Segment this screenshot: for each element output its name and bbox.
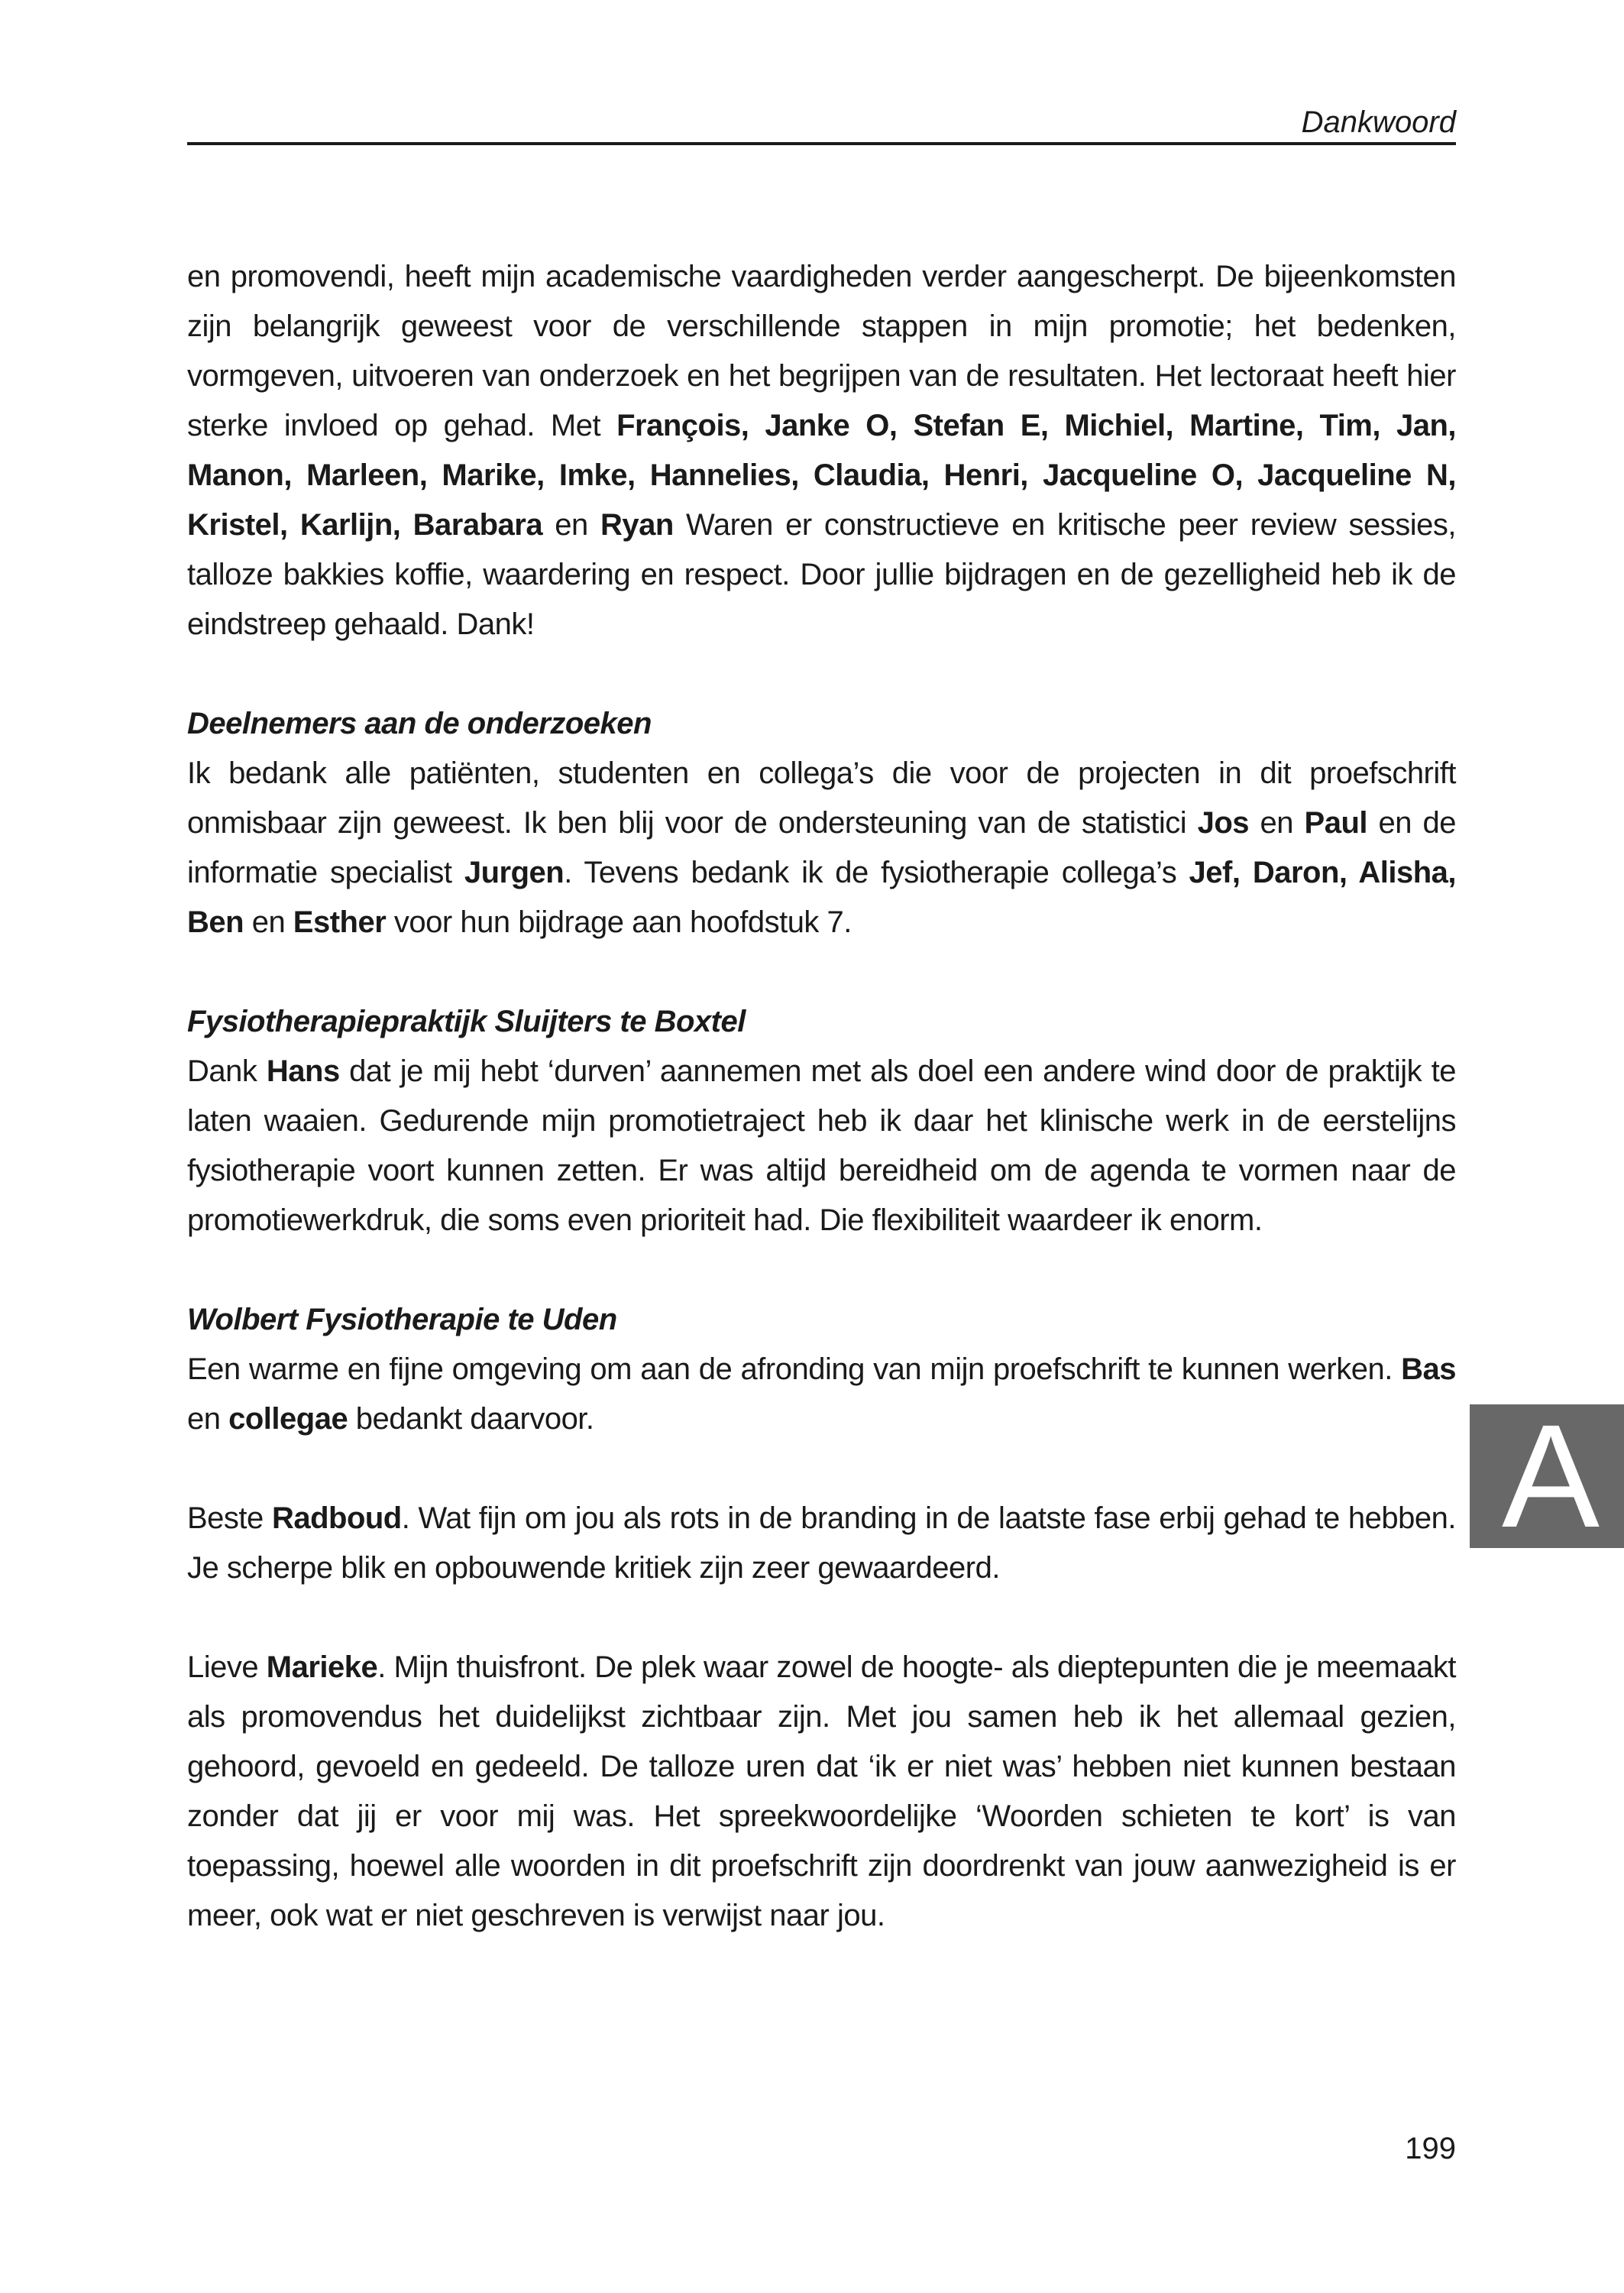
bold-name-run: Jos [1197,806,1250,840]
paragraph [187,1345,1456,1444]
appendix-tab-letter: A [1501,1394,1600,1558]
text-run: . Tevens bedank ik de fysiotherapie collega’s [564,856,1189,889]
section-heading: Fysiotherapiepraktijk Sluijters te Boxtel [187,1005,746,1038]
text-run: en promovendi, heeft mijn academische vaardigheden verder aangescherpt. De bijeenkomsten zijn belangrijk geweest voor de verschillende stappen in mijn promotie; het bedenken, vormgeven, uitvoeren van onderzoek en het begrijpen van de resultaten. Het lectoraat heeft hier sterke invloed op gehad. Met [187,260,1456,442]
text-run: Een warme en fijne omgeving om aan de afronding van mijn proefschrift te kunnen werken. [187,1352,1402,1386]
bold-name-run: Paul [1304,806,1368,840]
text-run: en [542,508,601,542]
bold-name-run: collegae [228,1402,348,1436]
text-run: . Mijn thuisfront. De plek waar zowel de hoogte- als dieptepunten die je meemaakt als promovendus het duidelijkst zichtbaar zijn. Met jou samen heb ik het allemaal gezien, gehoord, gevoeld en gedeeld. De talloze uren dat ‘ik er niet was’ hebben niet kunnen bestaan zonder dat jij er voor mij was. Het spreekwoordelijke ‘Woorden schieten te kort’ is van toepassing, hoewel alle woorden in dit proefschrift zijn doordrenkt van jouw aanwezigheid is er meer, ook wat er niet geschreven is verwijst naar jou. [187,1650,1456,1932]
section-heading: Deelnemers aan de onderzoeken [187,707,652,740]
paragraph [187,252,1456,649]
bold-name-run: Jef, Daron, Alisha, Ben [187,856,1457,939]
bold-name-run: Jurgen [464,856,565,889]
text-run: bedankt daarvoor. [348,1402,594,1436]
appendix-tab [1470,1394,1624,1558]
text-run: Beste [187,1501,272,1535]
text-run: en [187,1402,229,1436]
bold-name-run: Hans [266,1054,340,1088]
paragraph [187,1494,1456,1593]
running-header-title: Dankwoord [1301,105,1456,139]
section-heading: Wolbert Fysiotherapie te Uden [187,1303,617,1336]
paragraph [187,1643,1456,1941]
page-number: 199 [1405,2132,1456,2165]
text-run: en [1249,806,1305,840]
text-run: . Wat fijn om jou als rots in de branding in de laatste fase erbij gehad te hebben. Je scherpe blik en opbouwende kritiek zijn zeer gewaardeerd. [187,1501,1456,1585]
bold-name-run: Radboud [271,1501,402,1535]
text-run: voor hun bijdrage aan hoofdstuk 7. [386,905,852,939]
bold-name-run: François, Janke O, Stefan E, Michiel, Martine, Tim, Jan, Manon, Marleen, Marike, Imke, Hannelies, Claudia, Henri, Jacqueline O, Jacqueline N, Kristel, Karlijn, Barabara [187,409,1456,542]
bold-name-run: Esther [293,905,387,939]
paragraph [187,749,1456,947]
text-run: en de informatie specialist [187,806,1457,889]
text-run: Waren er constructieve en kritische peer review sessies, talloze bakkies koffie, waardering en respect. Door jullie bijdragen en de gezelligheid heb ik de eindstreep gehaald. Dank! [187,508,1456,641]
text-run: dat je mij hebt ‘durven’ aannemen met als doel een andere wind door de praktijk te laten waaien. Gedurende mijn promotietraject heb ik daar het klinische werk in de eerstelijns fysiotherapie voort kunnen zetten. Er was altijd bereidheid om de agenda te vormen naar de promotiewerkdruk, die soms even prioriteit had. Die flexibiliteit waardeer ik enorm. [187,1054,1456,1237]
text-run: en [244,905,293,939]
text-run: Ik bedank alle patiënten, studenten en collega’s die voor de projecten in dit proefschrift onmisbaar zijn geweest. Ik ben blij voor de ondersteuning van de statistici [187,756,1456,840]
content-blocks [187,252,1456,1990]
paragraph [187,1047,1456,1245]
bold-name-run: Marieke [266,1650,378,1684]
text-run: Dank [187,1054,267,1088]
text-run: Lieve [187,1650,267,1684]
bold-name-run: Bas [1401,1352,1456,1386]
bold-name-run: Ryan [600,508,674,542]
header-rule [187,142,1456,145]
